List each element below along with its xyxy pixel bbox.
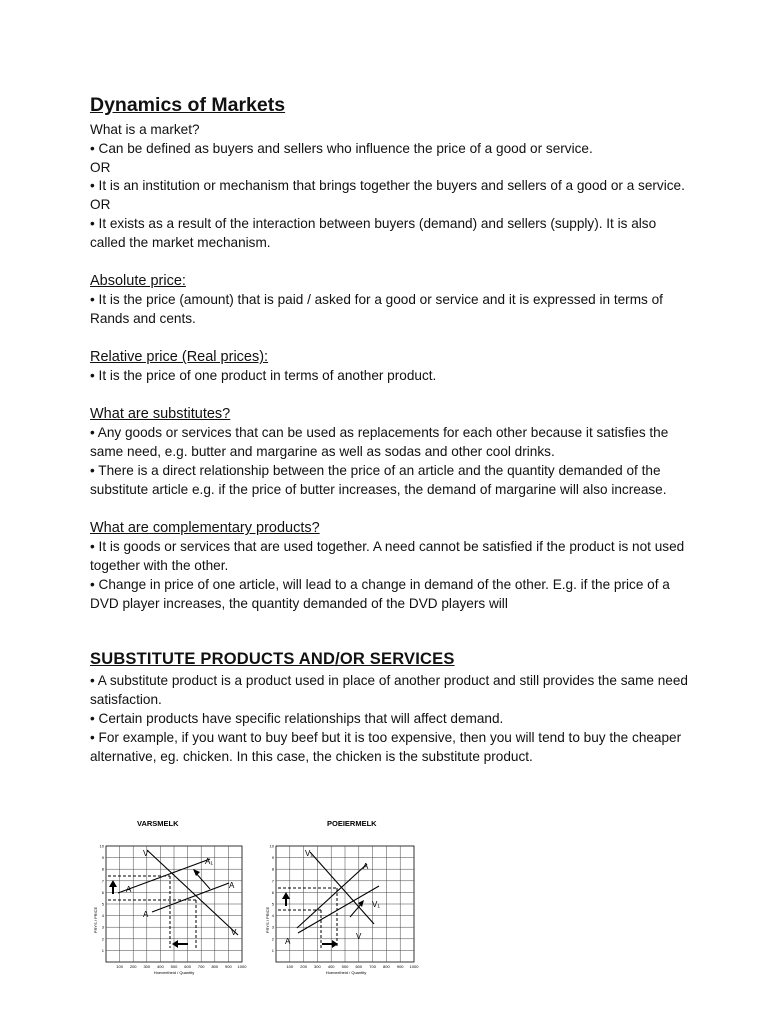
left-y-tick: 10 — [99, 843, 104, 849]
right-y-tick: 4 — [271, 913, 274, 919]
left-y-tick: 2 — [101, 936, 104, 942]
intro-or-2: OR — [90, 197, 111, 213]
left-x-tick: 300 — [143, 964, 151, 969]
right-demand-line-v1 — [297, 864, 367, 928]
left-graph-y-ticks — [100, 844, 105, 953]
right-label-v1-right: V₁ — [372, 900, 381, 909]
right-y-tick: 9 — [271, 855, 274, 861]
left-y-tick: 3 — [101, 924, 104, 930]
left-shift-arrowhead — [193, 869, 200, 876]
substitutes-text-2: • There is a direct relationship between the price of an article and the quantity demanded of the substitute article e.g. if the price of butter increases, the demand of margarine will also increase. — [90, 463, 667, 497]
right-x-tick: 500 — [341, 964, 349, 969]
left-y-tick: 1 — [101, 947, 104, 953]
left-x-tick: 800 — [211, 964, 219, 969]
left-y-tick: 5 — [101, 901, 104, 907]
right-x-tick: 300 — [314, 964, 321, 969]
right-x-tick: 600 — [355, 964, 363, 969]
right-y-axis-label: PRYS / PRICE — [265, 906, 270, 934]
left-label-a-low: A — [143, 910, 149, 919]
right-y-tick: 1 — [271, 947, 274, 953]
left-y-tick: 6 — [101, 889, 104, 895]
right-x-tick: 100 — [286, 964, 294, 969]
right-graph-title: POEIERMELK — [327, 819, 377, 828]
right-label-v-bottom: V — [356, 932, 362, 941]
right-y-tick: 10 — [269, 843, 274, 849]
page-title: Dynamics of Markets — [90, 94, 286, 116]
substitute-section-heading: SUBSTITUTE PRODUCTS AND/OR SERVICES — [90, 650, 455, 669]
left-y-tick: 7 — [101, 878, 104, 884]
left-graph-title: VARSMELK — [137, 819, 179, 828]
substitute-section-text-1: • A substitute product is a product used in place of another product and still provides the same need satisfaction. — [90, 673, 688, 708]
right-label-a-top: A — [363, 862, 369, 871]
substitute-section-text-3: • For example, if you want to buy beef but it is too expensive, then you will tend to buy the cheaper alternative, eg. chicken. In this case, the chicken is the substitute product. — [90, 729, 682, 764]
right-x-tick: 200 — [300, 964, 307, 969]
right-y-tick: 3 — [271, 924, 274, 930]
substitutes-heading: What are substitutes? — [90, 406, 231, 423]
right-label-v1: V₁ — [305, 849, 314, 858]
intro-definition-3: • It exists as a result of the interaction between buyers (demand) and sellers (supply). It is also called the market mechanism. — [90, 215, 657, 250]
left-graph-x-ticks — [116, 964, 247, 969]
left-y-tick: 4 — [101, 913, 104, 919]
intro-question: What is a market? — [90, 122, 200, 137]
complementary-text-1: • It is goods or services that are used together. A need cannot be satisfied if the product is not used together with the other. — [90, 539, 685, 573]
right-y-tick: 5 — [271, 901, 274, 907]
left-demand-line-a — [152, 883, 229, 912]
left-graph — [93, 819, 247, 975]
left-x-tick: 900 — [225, 964, 232, 969]
left-label-a1: A₁ — [205, 857, 214, 866]
complementary-heading: What are complementary products? — [90, 520, 320, 537]
right-graph-x-ticks — [286, 964, 419, 969]
left-y-axis-label: PRYS / PRICE — [93, 906, 98, 934]
right-y-tick: 7 — [271, 878, 274, 884]
right-y-tick: 6 — [271, 889, 274, 895]
left-label-a-left: A — [126, 885, 132, 894]
absolute-price-text: • It is the price (amount) that is paid / asked for a good or service and it is expressed in terms of Rands and cents. — [90, 292, 663, 326]
relative-price-text: • It is the price of one product in terms of another product. — [90, 368, 437, 384]
left-x-tick: 100 — [116, 964, 123, 969]
left-label-v-bottom: V — [231, 928, 237, 937]
left-x-tick: 600 — [184, 964, 191, 969]
substitute-section-text-2: • Certain products have specific relationships that will affect demand. — [90, 710, 504, 726]
right-x-tick: 1000 — [409, 964, 419, 969]
relative-price-heading: Relative price (Real prices): — [90, 349, 269, 366]
right-y-tick: 8 — [271, 866, 274, 872]
left-label-a-right: A — [229, 881, 235, 890]
left-y-tick: 9 — [101, 855, 104, 861]
left-y-tick: 8 — [101, 866, 104, 872]
left-x-axis-label: Hoeveelheid / Quantity — [153, 970, 195, 975]
left-x-tick: 200 — [129, 964, 137, 969]
right-right-arrow-icon — [322, 940, 338, 948]
absolute-price-heading: Absolute price: — [90, 273, 186, 290]
left-x-tick: 700 — [197, 964, 205, 969]
right-x-tick: 400 — [327, 964, 335, 969]
right-graph — [265, 819, 419, 975]
complementary-text-2: • Change in price of one article, will lead to a change in demand of the other. E.g. if the price of a DVD player increases, the quantity demanded of the DVD players will — [90, 576, 670, 611]
right-x-tick: 700 — [369, 964, 376, 969]
graphs-svg — [92, 812, 432, 978]
document-body — [90, 93, 690, 766]
left-x-tick: 400 — [157, 964, 164, 969]
right-graph-y-ticks — [270, 844, 275, 953]
right-graph-grid — [276, 846, 414, 962]
substitute-graphs-figure — [92, 812, 432, 978]
left-label-v-top: V — [143, 849, 149, 858]
left-x-tick: 500 — [170, 964, 178, 969]
intro-or-1: OR — [90, 159, 111, 175]
intro-definition-2: • It is an institution or mechanism that brings together the buyers and sellers of a good or a service. — [90, 178, 685, 194]
substitutes-text-1: • Any goods or services that can be used as replacements for each other because it satisfies the same need, e.g. butter and margarine as well as sodas and other cool drinks. — [90, 425, 669, 460]
right-x-tick: 800 — [383, 964, 390, 969]
right-label-a-low: A — [285, 937, 291, 946]
right-y-tick: 2 — [271, 936, 274, 942]
left-up-arrow-icon — [109, 880, 117, 894]
right-x-axis-label: Hoeveelheid / Quantity — [325, 970, 367, 975]
left-x-tick: 1000 — [237, 964, 247, 969]
right-x-tick: 900 — [396, 964, 404, 969]
left-left-arrow-icon — [172, 940, 188, 948]
intro-definition-1: • Can be defined as buyers and sellers who influence the price of a good or service. — [90, 140, 593, 156]
